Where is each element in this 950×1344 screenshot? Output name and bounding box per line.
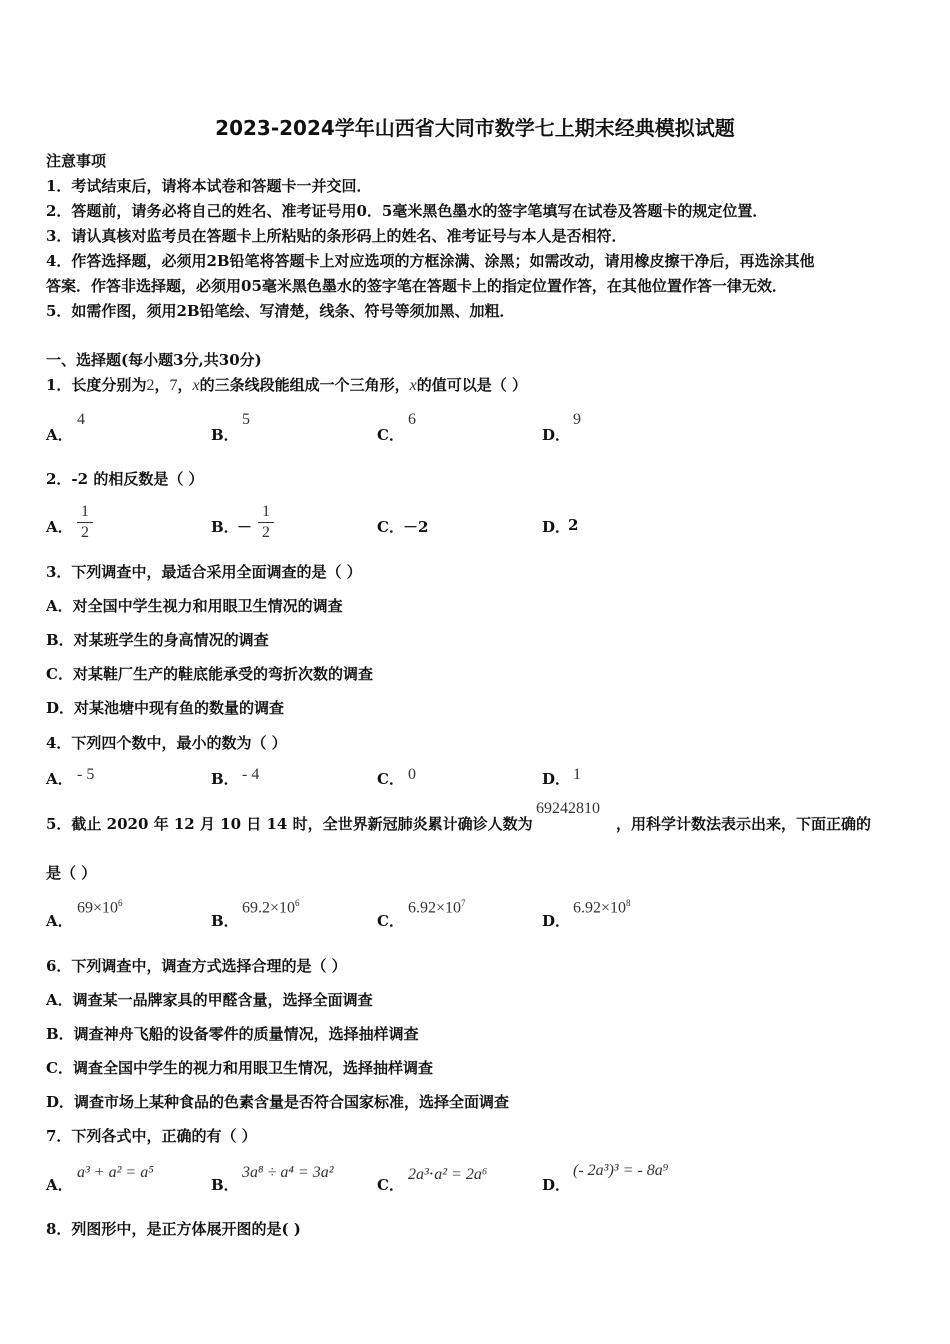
option-text: B．调查神舟飞船的设备零件的质量情况，选择抽样调查 (46, 1025, 419, 1043)
option-label: C． (377, 518, 404, 536)
option-label: C． (377, 912, 404, 930)
option-value: －2 (403, 518, 429, 536)
question-4: 4．下列四个数中，最小的数为（ ） (46, 734, 287, 752)
option-value: 1 (573, 766, 581, 783)
question-5-part1: 5．截止 2020 年 12 月 10 日 14 时，全世界新冠肺炎累计确诊人数为 (46, 815, 533, 833)
option-label: A． (46, 770, 73, 788)
question-5-part3: 是（ ） (46, 864, 97, 882)
option-text: D．调查市场上某种食品的色素含量是否符合国家标准，选择全面调查 (46, 1093, 510, 1111)
option-label: D． (542, 770, 571, 788)
option-expression: a³ + a² = a⁵ (77, 1164, 154, 1181)
option-label: B． (211, 1176, 239, 1194)
option-value: 6 (408, 411, 416, 428)
section-heading: 一、选择题(每小题3分,共30分) (46, 351, 262, 369)
option-value: 4 (77, 411, 85, 428)
option-label: D． (542, 426, 571, 444)
option-text: A．调查某一品牌家具的甲醛含量，选择全面调查 (46, 991, 373, 1009)
question-2: 2．-2 的相反数是（ ） (46, 470, 204, 488)
minus-sign: － (237, 518, 253, 536)
option-value: 0 (408, 766, 416, 783)
option-label: B． (211, 770, 239, 788)
option-label: A． (46, 1176, 73, 1194)
option-value: $69.2\times 10^6$ (242, 898, 300, 917)
option-value: 9 (573, 411, 581, 428)
option-expression: (- 2a³)³ = - 8a⁹ (573, 1162, 669, 1179)
option-value: - 5 (77, 766, 95, 783)
notice-item: 3．请认真核对监考员在答题卡上所粘贴的条形码上的姓名、准考证号与本人是否相符． (46, 227, 627, 245)
option-label: B． (211, 518, 239, 536)
notice-item: 2．答题前，请务必将自己的姓名、准考证号用0．5毫米黑色墨水的签字笔填写在试卷及答题卡的规定位置． (46, 202, 768, 220)
option-label: A． (46, 912, 73, 930)
option-text: A．对全国中学生视力和用眼卫生情况的调查 (46, 597, 343, 615)
question-8: 8．列图形中，是正方体展开图的是( ) (46, 1220, 301, 1238)
notice-item: 1．考试结束后，请将本试卷和答题卡一并交回． (46, 177, 372, 195)
question-6: 6．下列调查中，调查方式选择合理的是（ ） (46, 957, 347, 975)
notice-item: 5．如需作图，须用2B铅笔绘、写清楚，线条、符号等须加黑、加粗． (46, 302, 515, 320)
option-expression: 3a⁸ ÷ a⁴ = 3a² (242, 1164, 334, 1181)
option-expression: 2a³⋅a² = 2a⁶ (408, 1166, 488, 1183)
question-1: 1．长度分别为2，7，x的三条线段能组成一个三角形，x的值可以是（ ） (46, 376, 527, 394)
option-value: 5 (242, 411, 250, 428)
option-value: - 4 (242, 766, 260, 783)
option-value: $6.92\times 10^7$ (408, 898, 466, 917)
option-value: $6.92\times 10^8$ (573, 898, 631, 917)
option-label: C． (377, 770, 404, 788)
option-label: B． (211, 912, 239, 930)
question-5-part2: ，用科学计数法表示出来，下面正确的 (616, 815, 872, 833)
case-count: 69242810 (536, 800, 600, 817)
option-label: B． (211, 426, 239, 444)
option-text: C．调查全国中学生的视力和用眼卫生情况，选择抽样调查 (46, 1059, 433, 1077)
option-text: B．对某班学生的身高情况的调查 (46, 631, 269, 649)
option-label: A． (46, 518, 73, 536)
fraction-one-half: 1 2 (258, 503, 274, 542)
notice-item: 4．作答选择题，必须用2B铅笔将答题卡上对应选项的方框涂满、涂黑；如需改动，请用橡皮擦干净后，再选涂其他 (46, 252, 815, 270)
option-value: $69\times 10^6$ (77, 898, 123, 917)
option-label: C． (377, 1176, 404, 1194)
option-label: C． (377, 426, 404, 444)
question-7: 7．下列各式中，正确的有（ ） (46, 1127, 257, 1145)
option-label: D． (542, 518, 571, 536)
option-text: D．对某池塘中现有鱼的数量的调查 (46, 699, 285, 717)
option-text: C．对某鞋厂生产的鞋底能承受的弯折次数的调查 (46, 665, 373, 683)
option-label: D． (542, 1176, 571, 1194)
notice-heading: 注意事项 (46, 152, 107, 170)
page-title: 2023-2024学年山西省大同市数学七上期末经典模拟试题 (215, 116, 735, 140)
option-label: A． (46, 426, 73, 444)
fraction-one-half: 1 2 (77, 503, 93, 542)
option-value: 2 (568, 516, 579, 534)
notice-item: 答案．作答非选择题，必须用05毫米黑色墨水的签字笔在答题卡上的指定位置作答，在其他位置作答一律无效． (46, 277, 787, 295)
option-label: D． (542, 912, 571, 930)
question-3: 3．下列调查中，最适合采用全面调查的是（ ） (46, 563, 362, 581)
